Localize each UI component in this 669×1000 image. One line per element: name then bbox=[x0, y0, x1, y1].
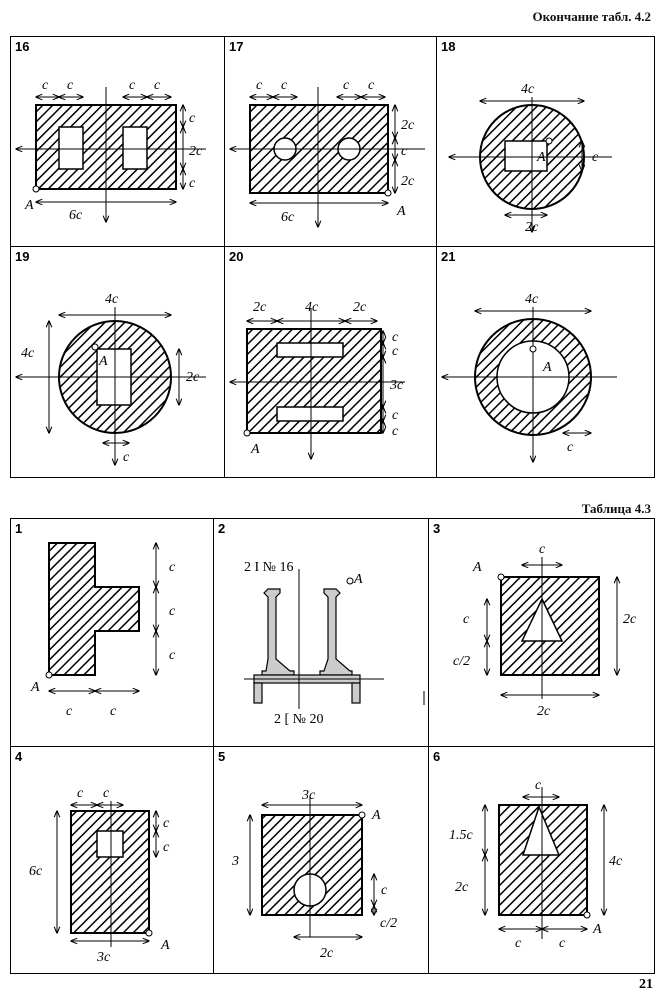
figure-number: 3 bbox=[433, 521, 441, 536]
dimension-label: c bbox=[535, 778, 542, 793]
figure-number: 4 bbox=[15, 749, 23, 764]
dimension-label: c bbox=[129, 78, 136, 93]
dimension-label: 2c bbox=[401, 174, 415, 189]
figure-1 bbox=[11, 519, 215, 748]
dimension-label: c bbox=[392, 344, 399, 359]
dimension-label: c bbox=[103, 786, 110, 801]
figure-cell-3 bbox=[428, 518, 655, 747]
dimension-label: c bbox=[392, 408, 399, 423]
dimension-label: c bbox=[559, 936, 566, 951]
dimension-label: A bbox=[543, 360, 552, 375]
table-caption: Таблица 4.3 bbox=[581, 501, 651, 516]
dimension-label: 2c bbox=[353, 300, 367, 315]
figure-20 bbox=[225, 247, 438, 479]
dimension-label: c bbox=[77, 786, 84, 801]
dimension-label: 2c bbox=[189, 144, 203, 159]
figure-cell-1 bbox=[10, 518, 214, 747]
dimension-label: 2c bbox=[623, 612, 637, 627]
dimension-label: c bbox=[368, 78, 375, 93]
dimension-label: A bbox=[593, 922, 602, 937]
dimension-label: 3c bbox=[97, 950, 111, 965]
dimension-label: 4c bbox=[525, 292, 539, 307]
dimension-label: c bbox=[401, 144, 408, 159]
dimension-label: c bbox=[163, 816, 170, 831]
dimension-label: A bbox=[537, 150, 546, 165]
dimension-label: c bbox=[66, 704, 73, 719]
figure-cell-20 bbox=[224, 246, 437, 478]
figure-cell-5 bbox=[213, 746, 429, 974]
figure-number: 17 bbox=[229, 39, 244, 54]
dimension-label: c bbox=[189, 176, 196, 191]
dimension-label: c bbox=[154, 78, 161, 93]
dimension-label: c bbox=[123, 450, 130, 465]
dimension-label: 6c bbox=[29, 864, 43, 879]
figure-3 bbox=[429, 519, 656, 748]
figure-5 bbox=[214, 747, 430, 975]
dimension-label: c bbox=[169, 648, 176, 663]
dimension-label: 3 bbox=[232, 854, 239, 869]
figure-19 bbox=[11, 247, 226, 479]
dimension-label: 2c bbox=[525, 220, 539, 235]
dimension-label: c bbox=[539, 542, 546, 557]
dimension-label: c bbox=[381, 883, 388, 898]
dimension-label: A bbox=[397, 204, 406, 219]
figure-cell-19 bbox=[10, 246, 225, 478]
figure-number: 5 bbox=[218, 749, 226, 764]
figure-number: 16 bbox=[15, 39, 30, 54]
dimension-label: c bbox=[392, 330, 399, 345]
figure-21 bbox=[437, 247, 656, 479]
figure-cell-2 bbox=[213, 518, 429, 747]
dimension-label: c/2 bbox=[453, 654, 471, 669]
figure-cell-16 bbox=[10, 36, 225, 247]
dimension-label: 4c bbox=[521, 82, 535, 97]
dimension-label: 4c bbox=[105, 292, 119, 307]
dimension-label: c bbox=[189, 111, 196, 126]
dimension-label: A bbox=[25, 198, 34, 213]
dimension-label: 3c bbox=[390, 378, 404, 393]
figure-number: 20 bbox=[229, 249, 244, 264]
dimension-label: 2c bbox=[401, 118, 415, 133]
dimension-label: A bbox=[99, 354, 108, 369]
dimension-label: 6c bbox=[281, 210, 295, 225]
dimension-label: 2c bbox=[537, 704, 551, 719]
figure-cell-4 bbox=[10, 746, 214, 974]
figure-cell-18 bbox=[436, 36, 655, 247]
dimension-label: A bbox=[372, 808, 381, 823]
dimension-label: 4c bbox=[305, 300, 319, 315]
dimension-label: 1.5c bbox=[449, 828, 473, 843]
figure-number: 19 bbox=[15, 249, 30, 264]
dimension-label: 2c bbox=[320, 946, 334, 961]
figure-16 bbox=[11, 37, 226, 248]
figure-cell-6 bbox=[428, 746, 655, 974]
figure-18 bbox=[437, 37, 656, 248]
figure-number: 6 bbox=[433, 749, 441, 764]
figure-cell-21 bbox=[436, 246, 655, 478]
dimension-label: c bbox=[256, 78, 263, 93]
dimension-label: c/2 bbox=[380, 916, 398, 931]
dimension-label: 4c bbox=[21, 346, 35, 361]
dimension-label: c bbox=[169, 604, 176, 619]
dimension-label: 2c bbox=[455, 880, 469, 895]
dimension-label: c bbox=[281, 78, 288, 93]
table-caption: Окончание табл. 4.2 bbox=[532, 9, 651, 24]
dimension-label: 2 I № 16 bbox=[244, 560, 294, 575]
figure-cell-17 bbox=[224, 36, 437, 247]
dimension-label: 2 [ № 20 bbox=[274, 712, 324, 727]
dimension-label: c bbox=[392, 424, 399, 439]
dimension-label: c bbox=[110, 704, 117, 719]
dimension-label: c bbox=[169, 560, 176, 575]
dimension-label: 2c bbox=[253, 300, 267, 315]
dimension-label: 6c bbox=[69, 208, 83, 223]
dimension-label: A bbox=[251, 442, 260, 457]
dimension-label: 3c bbox=[302, 788, 316, 803]
figure-2 bbox=[214, 519, 430, 748]
figure-17 bbox=[225, 37, 438, 248]
page-number: 21 bbox=[639, 977, 653, 992]
dimension-label: c bbox=[463, 612, 470, 627]
dimension-label: c bbox=[163, 840, 170, 855]
dimension-label: c bbox=[343, 78, 350, 93]
figure-number: 21 bbox=[441, 249, 456, 264]
dimension-label: A bbox=[161, 938, 170, 953]
figure-number: 2 bbox=[218, 521, 226, 536]
dimension-label: c bbox=[592, 150, 599, 165]
figure-number: 18 bbox=[441, 39, 456, 54]
figure-6 bbox=[429, 747, 656, 975]
dimension-label: c bbox=[567, 440, 574, 455]
dimension-label: c bbox=[67, 78, 74, 93]
dimension-label: c bbox=[515, 936, 522, 951]
figure-4 bbox=[11, 747, 215, 975]
dimension-label: A bbox=[473, 560, 482, 575]
figure-number: 1 bbox=[15, 521, 23, 536]
dimension-label: c bbox=[42, 78, 49, 93]
dimension-label: A bbox=[354, 572, 363, 587]
dimension-label: 2c bbox=[186, 370, 200, 385]
dimension-label: A bbox=[31, 680, 40, 695]
dimension-label: 4c bbox=[609, 854, 623, 869]
